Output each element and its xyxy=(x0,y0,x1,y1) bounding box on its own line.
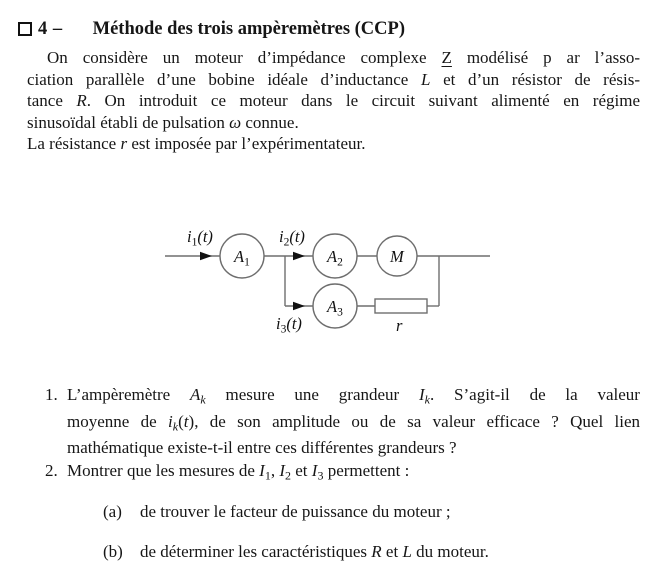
section-square-icon xyxy=(18,22,32,36)
question-1-line-3: mathématique existe-t-il entre ces différentes grandeurs ? xyxy=(67,438,457,457)
item-b-label: (b) xyxy=(103,542,123,561)
label-current-i1: $i_1(t)$ xyxy=(187,227,213,249)
label-resistor: r xyxy=(396,316,403,335)
intro-line-1: On considère un moteur d’impédance complexe Z modélisé p ar l’asso- xyxy=(47,48,641,67)
question-1-line-1: 1. L’ampèremètre $A_k$ mesure une grandeur $I_k$. S’agit-il de la valeur xyxy=(45,385,640,407)
question-2-item-a: (a) de trouver le facteur de puissance du moteur ; xyxy=(103,502,451,521)
question-1 xyxy=(45,384,640,459)
label-motor: M xyxy=(390,247,404,266)
intro-line-5: La résistance r est imposée par l’expérimentateur. xyxy=(27,134,366,153)
intro-paragraph xyxy=(27,47,640,155)
label-ammeter-a3: $A_3$ xyxy=(327,297,343,319)
label-ammeter-a2: $A_2$ xyxy=(327,247,343,269)
section-title: Méthode des trois ampèremètres (CCP) xyxy=(92,19,405,39)
question-2: 2. Montrer que les mesures de $I_1$, $I_2$ et $I_3$ permettent : xyxy=(45,461,410,483)
label-ammeter-a1: $A_1$ xyxy=(234,247,250,269)
current-arrow-i1-icon xyxy=(200,252,212,260)
label-current-i3: $i_3(t)$ xyxy=(276,314,302,336)
intro-line-4: sinusoïdal établi de pulsation ω connue. xyxy=(27,112,299,132)
intro-line-2: ciation parallèle d’une bobine idéale d’inductance L et d’un résistor de résis- xyxy=(27,69,641,89)
question-2-item-b: (b) de déterminer les caractéristiques R et L du moteur. xyxy=(103,542,489,561)
label-current-i2: $i_2(t)$ xyxy=(279,227,305,249)
section-number: 4 – xyxy=(38,19,63,39)
intro-line-3: tance R. On introduit ce moteur dans le circuit suivant alimenté en régime xyxy=(27,91,640,110)
current-arrow-i3-icon xyxy=(293,302,305,310)
current-arrow-i2-icon xyxy=(293,252,305,260)
question-2-number: 2. xyxy=(45,461,58,480)
resistor-box xyxy=(375,299,427,313)
circuit-diagram xyxy=(150,215,500,345)
question-1-line-2: moyenne de $i_k(t)$, de son amplitude ou de sa valeur efficace ? Quel lien xyxy=(67,411,641,433)
section-header xyxy=(18,19,405,40)
question-1-number: 1. xyxy=(45,385,58,404)
item-a-label: (a) xyxy=(103,502,122,521)
